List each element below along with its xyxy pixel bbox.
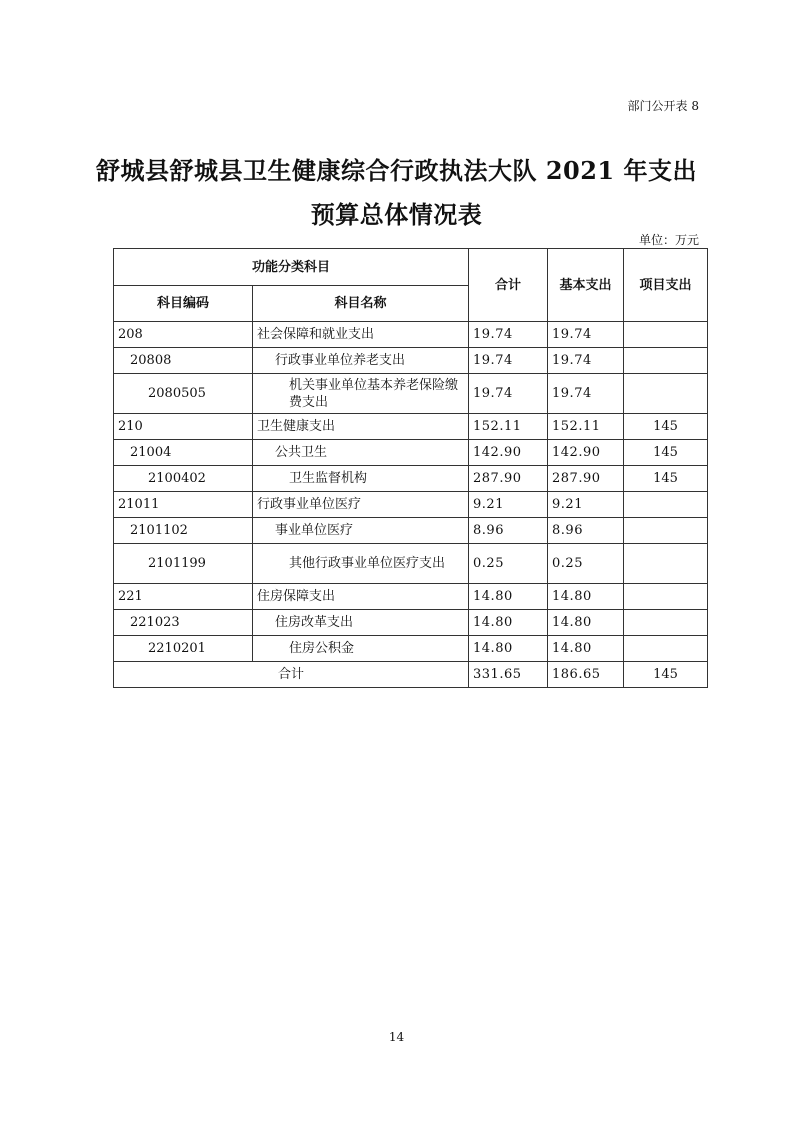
basic-value: 0.25 [548,544,624,584]
basic-value: 287.90 [548,466,624,492]
table-row [114,322,708,348]
total-value: 19.74 [469,322,548,348]
subject-name: 住房保障支出 [253,584,469,610]
total-value: 9.21 [469,492,548,518]
table-row [114,610,708,636]
subject-code: 208 [114,322,253,348]
basic-value: 14.80 [548,636,624,662]
document-label: 部门公开表 8 [627,99,699,113]
subject-name: 卫生健康支出 [253,414,469,440]
table-row [114,518,708,544]
total-value: 287.90 [469,466,548,492]
table-row [114,544,708,584]
project-value: 145 [624,466,708,492]
page-number: 14 [388,1030,405,1044]
total-row-label: 合计 [114,662,469,688]
basic-value: 8.96 [548,518,624,544]
total-value: 142.90 [469,440,548,466]
header-subject-name: 科目名称 [253,286,469,322]
project-value [624,584,708,610]
table-row [114,414,708,440]
table-row [114,440,708,466]
grand-project-value: 145 [624,662,708,688]
project-value [624,492,708,518]
subject-code: 2210201 [114,636,253,662]
total-row [114,662,708,688]
header-basic-expense: 基本支出 [548,249,624,322]
subject-name: 社会保障和就业支出 [253,322,469,348]
unit-label: 单位：万元 [638,233,699,247]
header-total: 合计 [469,249,548,322]
basic-value: 19.74 [548,348,624,374]
subject-code: 2080505 [114,374,253,414]
total-value: 14.80 [469,610,548,636]
project-value [624,610,708,636]
table-row [114,466,708,492]
subject-name: 其他行政事业单位医疗支出 [253,544,469,584]
project-value [624,544,708,584]
basic-value: 142.90 [548,440,624,466]
table-row [114,636,708,662]
subject-name: 行政事业单位医疗 [253,492,469,518]
subject-code: 221 [114,584,253,610]
total-value: 19.74 [469,348,548,374]
total-value: 152.11 [469,414,548,440]
subject-code: 210 [114,414,253,440]
header-subject-code: 科目编码 [114,286,253,322]
total-value: 14.80 [469,636,548,662]
basic-value: 14.80 [548,584,624,610]
budget-table [113,248,708,688]
total-value: 19.74 [469,374,548,414]
subject-code: 2101199 [114,544,253,584]
basic-value: 19.74 [548,322,624,348]
project-value [624,518,708,544]
project-value [624,348,708,374]
header-function-category: 功能分类科目 [114,249,469,286]
grand-total-value: 331.65 [469,662,548,688]
subject-name: 住房公积金 [253,636,469,662]
subject-name: 公共卫生 [253,440,469,466]
subject-code: 2100402 [114,466,253,492]
subject-name: 机关事业单位基本养老保险缴费支出 [253,374,469,414]
grand-basic-value: 186.65 [548,662,624,688]
subject-name: 卫生监督机构 [253,466,469,492]
basic-value: 19.74 [548,374,624,414]
basic-value: 152.11 [548,414,624,440]
subject-code: 2101102 [114,518,253,544]
subject-name: 行政事业单位养老支出 [253,348,469,374]
project-value [624,374,708,414]
project-value: 145 [624,440,708,466]
table-row [114,492,708,518]
table-row [114,584,708,610]
project-value: 145 [624,414,708,440]
project-value [624,636,708,662]
subject-code: 20808 [114,348,253,374]
total-value: 0.25 [469,544,548,584]
subject-code: 221023 [114,610,253,636]
basic-value: 9.21 [548,492,624,518]
basic-value: 14.80 [548,610,624,636]
subject-name: 住房改革支出 [253,610,469,636]
project-value [624,322,708,348]
subject-code: 21011 [114,492,253,518]
total-value: 14.80 [469,584,548,610]
table-row [114,348,708,374]
page-subtitle: 预算总体情况表 [310,200,483,229]
subject-name: 事业单位医疗 [253,518,469,544]
page-title: 舒城县舒城县卫生健康综合行政执法大队 2021 年支出 [95,156,697,185]
table-row [114,374,708,414]
header-project-expense: 项目支出 [624,249,708,322]
subject-code: 21004 [114,440,253,466]
total-value: 8.96 [469,518,548,544]
